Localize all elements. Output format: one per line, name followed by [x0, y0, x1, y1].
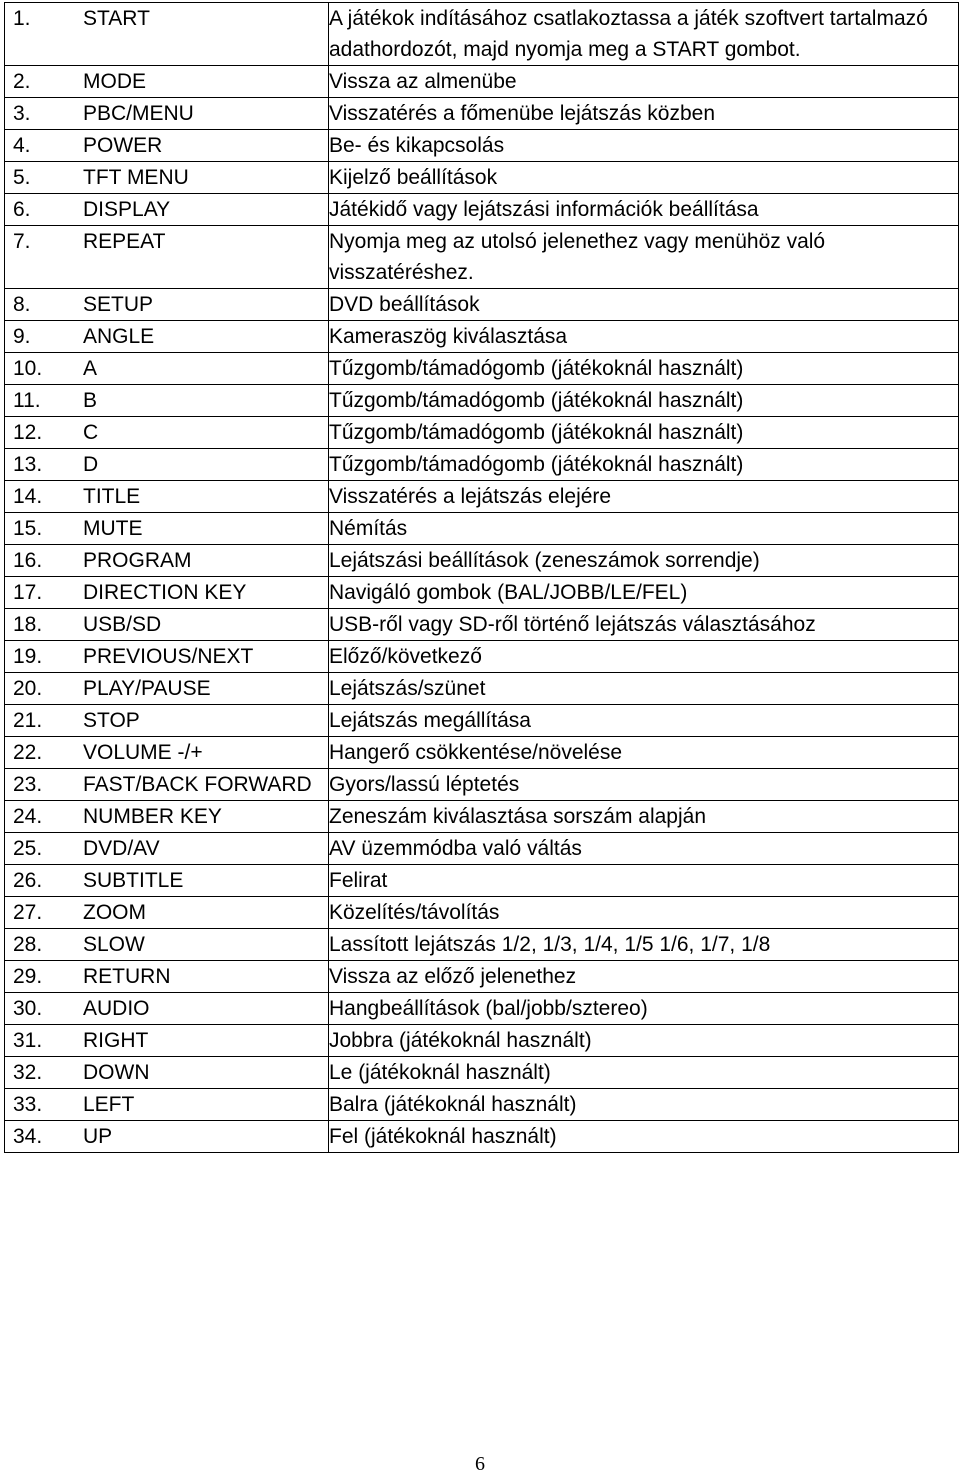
item-number: 34.	[13, 1125, 43, 1148]
item-number: 13.	[13, 453, 43, 476]
item-number: 18.	[13, 613, 43, 636]
controls-table	[4, 2, 959, 1153]
key-name: PLAY/PAUSE	[83, 677, 211, 700]
item-number: 9.	[13, 325, 31, 348]
item-number: 8.	[13, 293, 31, 316]
table-row	[5, 897, 959, 929]
item-number: 33.	[13, 1093, 43, 1116]
key-cell	[5, 1089, 329, 1121]
key-cell	[5, 833, 329, 865]
key-cell	[5, 66, 329, 98]
table-row	[5, 162, 959, 194]
table-row	[5, 66, 959, 98]
key-description: Zeneszám kiválasztása sorszám alapján	[329, 801, 959, 833]
key-name: UP	[83, 1125, 113, 1148]
key-name: FAST/BACK FORWARD	[83, 773, 312, 796]
table-row	[5, 3, 959, 66]
key-description: Közelítés/távolítás	[329, 897, 959, 929]
item-number: 32.	[13, 1061, 43, 1084]
key-cell	[5, 321, 329, 353]
key-name: MUTE	[83, 517, 143, 540]
item-number: 2.	[13, 70, 31, 93]
key-description: Visszatérés a lejátszás elejére	[329, 481, 959, 513]
key-description: Lejátszás/szünet	[329, 673, 959, 705]
key-description: Jobbra (játékoknál használt)	[329, 1025, 959, 1057]
controls-table-body	[5, 3, 959, 1153]
table-row	[5, 289, 959, 321]
key-cell	[5, 609, 329, 641]
key-description: Játékidő vagy lejátszási információk beállítása	[329, 194, 959, 226]
table-row	[5, 1089, 959, 1121]
table-row	[5, 417, 959, 449]
key-cell	[5, 226, 329, 289]
key-description: Tűzgomb/támadógomb (játékoknál használt)	[329, 449, 959, 481]
key-cell	[5, 993, 329, 1025]
key-cell	[5, 1025, 329, 1057]
key-name: DIRECTION KEY	[83, 581, 247, 604]
key-cell	[5, 801, 329, 833]
key-description: Le (játékoknál használt)	[329, 1057, 959, 1089]
key-cell	[5, 737, 329, 769]
item-number: 31.	[13, 1029, 43, 1052]
item-number: 1.	[13, 7, 31, 30]
key-description: Vissza az előző jelenethez	[329, 961, 959, 993]
item-number: 14.	[13, 485, 43, 508]
key-description: Tűzgomb/támadógomb (játékoknál használt)	[329, 385, 959, 417]
key-description: Lejátszás megállítása	[329, 705, 959, 737]
key-name: PBC/MENU	[83, 102, 194, 125]
key-name: MODE	[83, 70, 146, 93]
table-row	[5, 481, 959, 513]
key-name: ANGLE	[83, 325, 155, 348]
item-number: 10.	[13, 357, 43, 380]
key-cell	[5, 194, 329, 226]
table-row	[5, 641, 959, 673]
key-cell	[5, 513, 329, 545]
key-name: DVD/AV	[83, 837, 160, 860]
key-name: NUMBER KEY	[83, 805, 222, 828]
key-description: Balra (játékoknál használt)	[329, 1089, 959, 1121]
key-name: RETURN	[83, 965, 171, 988]
item-number: 3.	[13, 102, 31, 125]
key-description: Fel (játékoknál használt)	[329, 1121, 959, 1153]
table-row	[5, 961, 959, 993]
key-cell	[5, 673, 329, 705]
item-number: 5.	[13, 166, 31, 189]
key-cell	[5, 481, 329, 513]
table-row	[5, 385, 959, 417]
key-name: B	[83, 389, 98, 412]
table-row	[5, 321, 959, 353]
item-number: 26.	[13, 869, 43, 892]
table-row	[5, 609, 959, 641]
key-description: Kameraszög kiválasztása	[329, 321, 959, 353]
item-number: 15.	[13, 517, 43, 540]
key-name: VOLUME -/+	[83, 741, 203, 764]
item-number: 27.	[13, 901, 43, 924]
item-number: 19.	[13, 645, 43, 668]
key-name: SETUP	[83, 293, 154, 316]
item-number: 25.	[13, 837, 43, 860]
key-description: Visszatérés a főmenübe lejátszás közben	[329, 98, 959, 130]
key-description: Lassított lejátszás 1/2, 1/3, 1/4, 1/5 1/6, 1/7, 1/8	[329, 929, 959, 961]
table-row	[5, 737, 959, 769]
item-number: 16.	[13, 549, 43, 572]
key-cell	[5, 577, 329, 609]
key-name: SUBTITLE	[83, 869, 184, 892]
table-row	[5, 673, 959, 705]
key-cell	[5, 3, 329, 66]
key-name: POWER	[83, 134, 163, 157]
table-row	[5, 513, 959, 545]
key-name: TFT MENU	[83, 166, 189, 189]
key-description: Felirat	[329, 865, 959, 897]
key-description: Vissza az almenübe	[329, 66, 959, 98]
table-row	[5, 1025, 959, 1057]
item-number: 4.	[13, 134, 31, 157]
key-cell	[5, 961, 329, 993]
item-number: 30.	[13, 997, 43, 1020]
key-description: Nyomja meg az utolsó jelenethez vagy menühöz való visszatéréshez.	[329, 226, 959, 289]
item-number: 23.	[13, 773, 43, 796]
item-number: 29.	[13, 965, 43, 988]
item-number: 7.	[13, 230, 31, 253]
key-description: Némítás	[329, 513, 959, 545]
key-cell	[5, 353, 329, 385]
table-row	[5, 353, 959, 385]
item-number: 12.	[13, 421, 43, 444]
table-row	[5, 194, 959, 226]
key-cell	[5, 1121, 329, 1153]
table-row	[5, 705, 959, 737]
key-cell	[5, 130, 329, 162]
key-name: START	[83, 7, 150, 30]
key-name: A	[83, 357, 98, 380]
table-row	[5, 577, 959, 609]
key-cell	[5, 897, 329, 929]
item-number: 11.	[13, 389, 41, 412]
key-description: Be- és kikapcsolás	[329, 130, 959, 162]
key-description: USB-ről vagy SD-ről történő lejátszás választásához	[329, 609, 959, 641]
key-name: DOWN	[83, 1061, 150, 1084]
table-row	[5, 130, 959, 162]
key-description: Tűzgomb/támadógomb (játékoknál használt)	[329, 417, 959, 449]
key-cell	[5, 98, 329, 130]
key-name: C	[83, 421, 99, 444]
key-description: Navigáló gombok (BAL/JOBB/LE/FEL)	[329, 577, 959, 609]
key-cell	[5, 289, 329, 321]
key-description: AV üzemmódba való váltás	[329, 833, 959, 865]
key-cell	[5, 641, 329, 673]
key-cell	[5, 385, 329, 417]
key-description: DVD beállítások	[329, 289, 959, 321]
item-number: 17.	[13, 581, 43, 604]
item-number: 28.	[13, 933, 43, 956]
table-row	[5, 993, 959, 1025]
key-name: DISPLAY	[83, 198, 171, 221]
table-row	[5, 98, 959, 130]
key-cell	[5, 1057, 329, 1089]
key-cell	[5, 929, 329, 961]
key-description: Gyors/lassú léptetés	[329, 769, 959, 801]
key-name: USB/SD	[83, 613, 162, 636]
key-cell	[5, 449, 329, 481]
key-name: REPEAT	[83, 230, 166, 253]
key-name: PREVIOUS/NEXT	[83, 645, 254, 668]
item-number: 20.	[13, 677, 43, 700]
table-row	[5, 449, 959, 481]
key-name: D	[83, 453, 99, 476]
table-row	[5, 865, 959, 897]
item-number: 6.	[13, 198, 31, 221]
key-cell	[5, 545, 329, 577]
item-number: 24.	[13, 805, 43, 828]
page-number: 6	[475, 1453, 485, 1475]
key-name: TITLE	[83, 485, 141, 508]
key-cell	[5, 865, 329, 897]
table-row	[5, 1121, 959, 1153]
table-row	[5, 226, 959, 289]
key-name: SLOW	[83, 933, 145, 956]
key-description: Hangbeállítások (bal/jobb/sztereo)	[329, 993, 959, 1025]
key-cell	[5, 769, 329, 801]
key-cell	[5, 162, 329, 194]
table-row	[5, 801, 959, 833]
key-description: Előző/következő	[329, 641, 959, 673]
key-description: Hangerő csökkentése/növelése	[329, 737, 959, 769]
key-name: PROGRAM	[83, 549, 192, 572]
table-row	[5, 929, 959, 961]
key-name: AUDIO	[83, 997, 150, 1020]
table-row	[5, 545, 959, 577]
key-description: Kijelző beállítások	[329, 162, 959, 194]
table-row	[5, 769, 959, 801]
key-description: A játékok indításához csatlakoztassa a játék szoftvert tartalmazó adathordozót, majd nyomja meg a START gombot.	[329, 3, 959, 66]
key-description: Lejátszási beállítások (zeneszámok sorrendje)	[329, 545, 959, 577]
key-name: ZOOM	[83, 901, 146, 924]
key-name: RIGHT	[83, 1029, 149, 1052]
key-cell	[5, 705, 329, 737]
table-row	[5, 1057, 959, 1089]
key-name: LEFT	[83, 1093, 135, 1116]
table-row	[5, 833, 959, 865]
key-name: STOP	[83, 709, 140, 732]
key-description: Tűzgomb/támadógomb (játékoknál használt)	[329, 353, 959, 385]
key-cell	[5, 417, 329, 449]
item-number: 22.	[13, 741, 43, 764]
item-number: 21.	[13, 709, 43, 732]
